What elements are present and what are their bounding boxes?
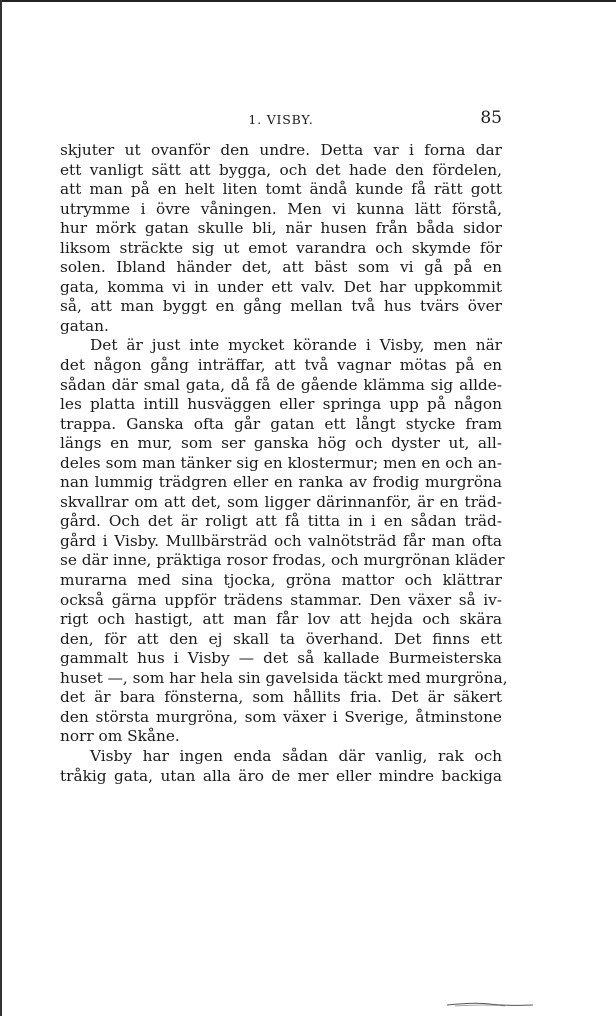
text-line: trappa. Ganska ofta går gatan ett långt stycke fram — [60, 414, 502, 433]
page-top-edge-rule — [0, 0, 616, 2]
body-text — [60, 141, 508, 786]
running-head — [60, 108, 502, 132]
text-line: sådan där smal gata, då få de gående klämma sig allde- — [60, 375, 502, 394]
text-line: les platta intill husväggen eller springa upp på någon — [60, 395, 502, 414]
text-line: solen. Ibland händer det, att bäst som vi gå på en — [60, 258, 502, 277]
text-line: utrymme i övre våningen. Men vi kunna lätt förstå, — [60, 199, 502, 218]
text-line: längs en mur, som ser ganska hög och dyster ut, all- — [60, 434, 502, 453]
text-line: se där inne, präktiga rosor frodas, och murgrönan kläder — [60, 551, 505, 570]
text-line: deles som man tänker sig en klostermur; men en och an- — [60, 453, 502, 472]
bottom-decorative-mark — [445, 1000, 535, 1008]
text-line: liksom sträckte sig ut emot varandra och skymde för — [60, 238, 502, 257]
text-line: gammalt hus i Visby — det så kallade Burmeisterska — [60, 649, 502, 668]
running-title: 1. VISBY. — [248, 112, 314, 127]
text-line: gatan. — [60, 316, 109, 335]
text-line: den, för att den ej skall ta överhand. Det finns ett — [60, 629, 502, 648]
text-line: Visby har ingen enda sådan där vanlig, rak och — [90, 746, 502, 765]
text-line: gård. Och det är roligt att få titta in i en sådan träd- — [60, 512, 502, 531]
text-line: det någon gång inträffar, att två vagnar mötas på en — [60, 356, 502, 375]
page-left-edge-rule — [0, 0, 2, 1016]
text-line: huset —, som har hela sin gavelsida täckt med murgröna, — [60, 668, 508, 687]
text-line: gata, komma vi in under ett valv. Det har uppkommit — [60, 277, 502, 296]
text-line: gård i Visby. Mullbärsträd och valnötsträd får man ofta — [60, 531, 502, 550]
text-line: Det är just inte mycket körande i Visby, men när — [90, 336, 502, 355]
text-line: nan lummig trädgren eller en ranka av frodig murgröna — [60, 473, 502, 492]
text-line: skjuter ut ovanför den undre. Detta var i forna dar — [60, 141, 502, 159]
text-line: hur mörk gatan skulle bli, när husen från båda sidor — [60, 219, 502, 238]
text-line: den största murgröna, som växer i Sverige, åtminstone — [60, 707, 502, 726]
text-line: att man på en helt liten tomt ändå kunde få rätt gott — [60, 180, 502, 199]
text-line: skvallrar om att det, som ligger därinnanför, är en träd- — [60, 492, 502, 511]
page-number: 85 — [480, 108, 502, 128]
text-line: det är bara fönsterna, som hållits fria. Det är säkert — [60, 688, 502, 707]
text-line: också gärna uppför trädens stammar. Den växer så iv- — [60, 590, 502, 609]
text-line: tråkig gata, utan alla äro de mer eller mindre backiga — [60, 766, 502, 785]
text-line: så, att man byggt en gång mellan två hus tvärs över — [60, 297, 502, 316]
text-line: norr om Skåne. — [60, 727, 180, 746]
text-line: murarna med sina tjocka, gröna mattor och klättrar — [60, 571, 502, 590]
text-line: rigt och hastigt, att man får lov att hejda och skära — [60, 610, 502, 629]
text-line: ett vanligt sätt att bygga, och det hade den fördelen, — [60, 160, 502, 179]
